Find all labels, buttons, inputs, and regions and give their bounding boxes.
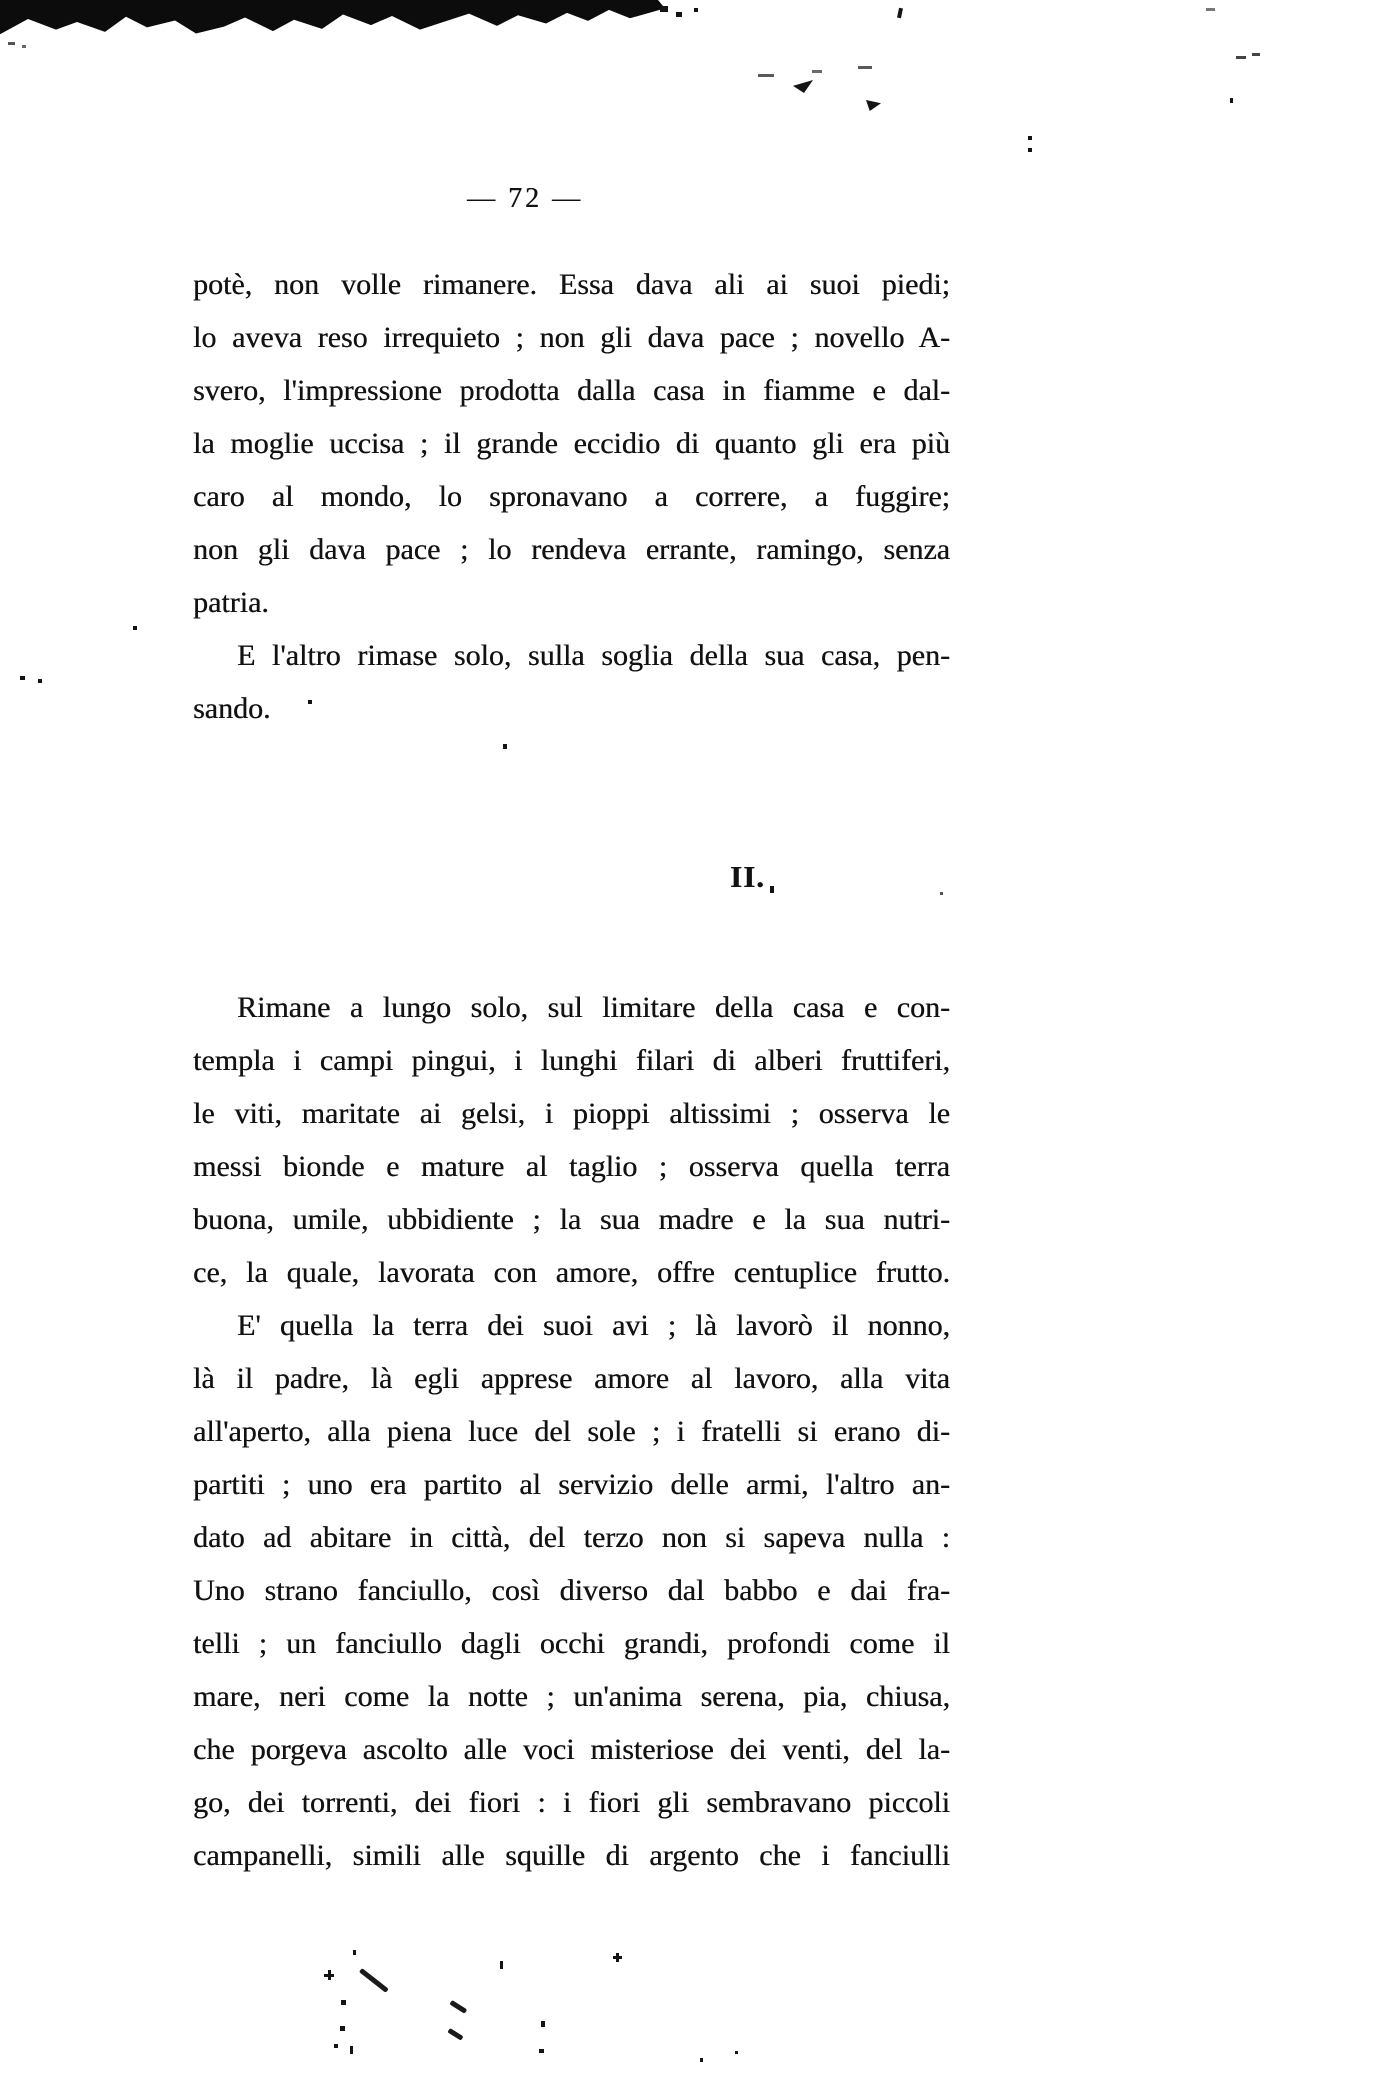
scan-speck: [1236, 56, 1246, 59]
paragraph: [193, 258, 950, 629]
page-number: — 72 —: [467, 183, 583, 214]
pencil-mark: [447, 2028, 463, 2041]
scan-speck: [350, 2046, 353, 2054]
scan-speck: [133, 626, 137, 630]
text-line: telli ; un fanciullo dagli occhi grandi, profondi come il: [193, 1627, 950, 1660]
scan-speck: [676, 12, 682, 17]
text-line: buona, umile, ubbidiente ; la sua madre e la sua nutri-: [193, 1203, 950, 1236]
scan-speck: [1206, 8, 1215, 11]
scan-speck: [500, 1961, 503, 1969]
text-line: mare, neri come la notte ; un'anima serena, pia, chiusa,: [193, 1680, 950, 1713]
scan-speck: [660, 6, 668, 12]
scan-tear-artifact: [0, 0, 700, 38]
scan-speck: [616, 1953, 619, 1962]
text-line: lo aveva reso irrequieto ; non gli dava pace ; novello A-: [193, 321, 950, 354]
pencil-mark: [449, 2000, 467, 2014]
scan-speck: [334, 2044, 338, 2048]
scan-speck: [735, 2051, 738, 2054]
text-line: ce, la quale, lavorata con amore, offre centuplice frutto.: [193, 1256, 950, 1289]
body-text: [193, 258, 950, 1882]
text-line: partiti ; uno era partito al servizio delle armi, l'altro an-: [193, 1468, 950, 1501]
text-line: E' quella la terra dei suoi avi ; là lavorò il nonno,: [237, 1309, 950, 1342]
text-line: all'aperto, alla piena luce del sole ; i fratelli si erano di-: [193, 1415, 950, 1448]
scan-speck: [866, 100, 881, 111]
scan-speck: [353, 1950, 356, 1955]
text-line: là il padre, là egli apprese amore al lavoro, alla vita: [193, 1362, 950, 1395]
scan-speck: [8, 42, 15, 45]
scan-speck: [328, 1970, 331, 1980]
text-line: sando.: [193, 692, 271, 725]
paragraph: [193, 629, 950, 735]
scan-speck: [341, 2000, 346, 2005]
scan-speck: [897, 8, 903, 19]
scan-speck: [1028, 148, 1032, 152]
scan-speck: [539, 2049, 544, 2053]
scan-speck: [793, 80, 813, 93]
pencil-mark: [359, 1968, 389, 1993]
scan-speck: [541, 2021, 545, 2027]
text-line: Rimane a lungo solo, sul limitare della casa e con-: [237, 991, 950, 1024]
scan-speck: [1230, 98, 1233, 103]
scan-speck: [700, 2058, 703, 2062]
text-line: messi bionde e mature al taglio ; osserva quella terra: [193, 1150, 950, 1183]
scan-speck: [340, 2026, 345, 2031]
text-line: la moglie uccisa ; il grande eccidio di quanto gli era più: [193, 427, 950, 460]
text-line: templa i campi pingui, i lunghi filari di alberi fruttiferi,: [193, 1044, 950, 1077]
paragraph: [193, 1299, 950, 1882]
scan-speck: [812, 70, 822, 73]
text-line: potè, non volle rimanere. Essa dava ali ai suoi piedi;: [193, 268, 950, 301]
text-line: dato ad abitare in città, del terzo non si sapeva nulla :: [193, 1521, 950, 1554]
paragraph: [193, 981, 950, 1299]
text-line: le viti, maritate ai gelsi, i pioppi altissimi ; osserva le: [193, 1097, 950, 1130]
scan-speck: [22, 45, 26, 48]
text-line: svero, l'impressione prodotta dalla casa in fiamme e dal-: [193, 374, 950, 407]
text-line: E l'altro rimase solo, sulla soglia della sua casa, pen-: [237, 639, 950, 672]
text-line: go, dei torrenti, dei fiori : i fiori gli sembravano piccoli: [193, 1786, 950, 1819]
text-line: che porgeva ascolto alle voci misteriose dei venti, del la-: [193, 1733, 950, 1766]
scan-speck: [694, 8, 698, 12]
text-line: caro al mondo, lo spronavano a correre, a fuggire;: [193, 480, 950, 513]
text-line: patria.: [193, 586, 269, 619]
text-line: campanelli, simili alle squille di argento che i fanciulli: [193, 1839, 950, 1872]
scan-speck: [1252, 53, 1260, 56]
scan-speck: [20, 676, 25, 680]
scan-speck: [858, 66, 872, 69]
text-line: Uno strano fanciullo, così diverso dal babbo e dai fra-: [193, 1574, 950, 1607]
scan-speck: [1028, 136, 1032, 140]
text-line: non gli dava pace ; lo rendeva errante, ramingo, senza: [193, 533, 950, 566]
section-heading: II.: [730, 859, 765, 894]
scan-speck: [38, 679, 42, 683]
scan-speck: [758, 74, 774, 77]
